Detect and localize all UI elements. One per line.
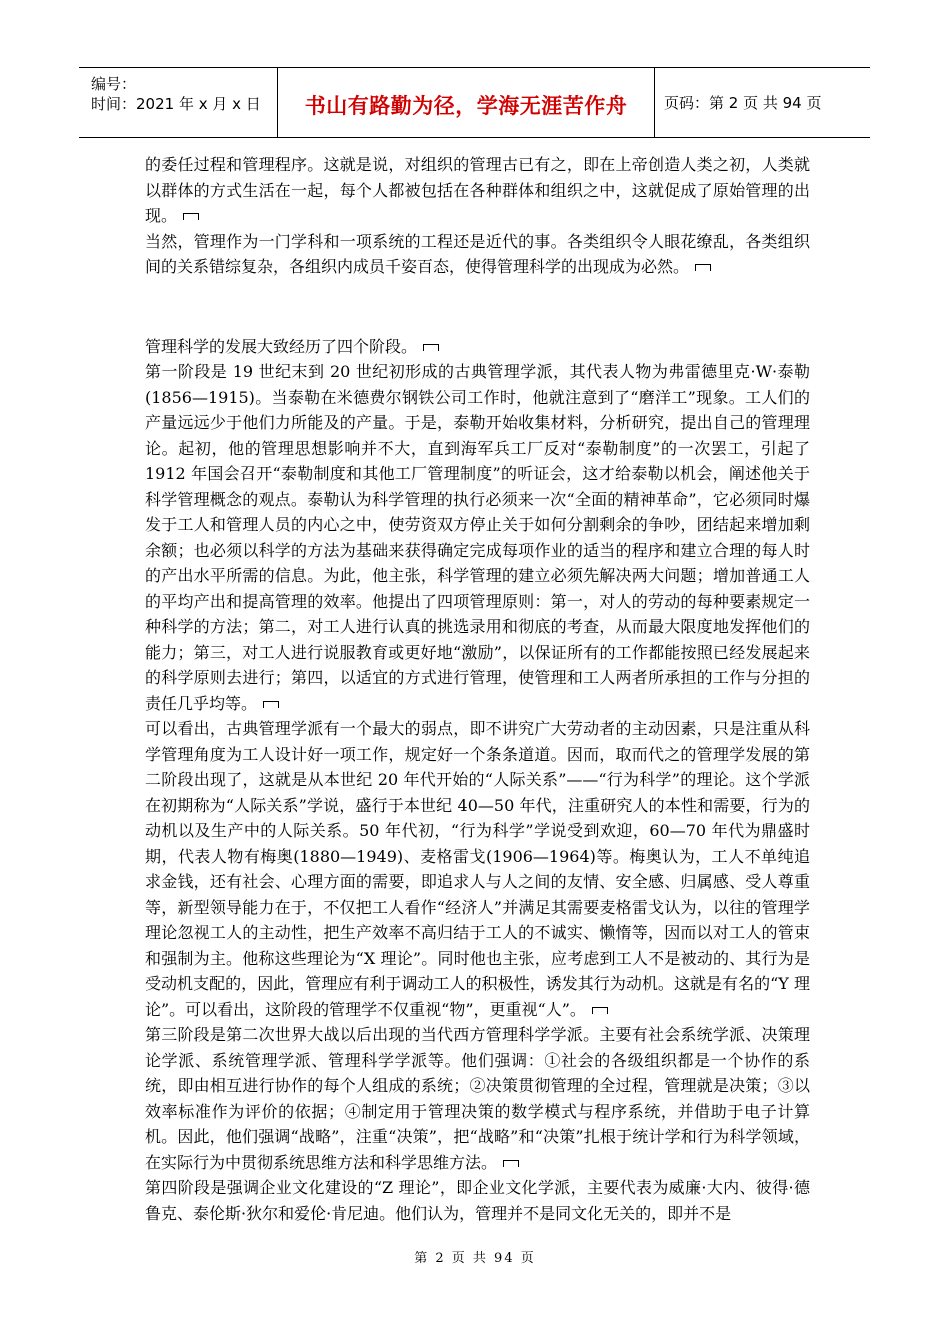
paragraph — [145, 229, 810, 280]
paragraph-text: 可以看出，古典管理学派有一个最大的弱点，即不讲究广大劳动者的主动因素，只是注重从科学管理角度为工人设计好一项工作，规定好一个条条道道。因而，取而代之的管理学发展的第二阶段出现了，这就是从本世纪 20 年代开始的“人际关系”——“行为科学”的理论。这个学派在初期称为“人际关系”学说，盛行于本世纪 40—50 年代，注重研究人的本性和需要，行为的动机以及生产中的人际关系。50 年代初，“行为科学”学说受到欢迎，60—70 年代为鼎盛时期，代表人物有梅奥(1880—1949)、麦格雷戈(1906—1964)等。梅奥认为，工人不单纯追求金钱，还有社会、心理方面的需要，即追求人与人之间的友情、安全感、归属感、受人尊重等，新型领导能力在于，不仅把工人看作“经济人”并满足其需要麦格雷戈认为，以往的管理学理论忽视工人的主动性，把生产效率不高归结于工人的不诚实、懒惰等，因而以对工人的管束和强制为主。他称这些理论为“X 理论”。同时他也主张，应考虑到工人不是被动的、其行为是受动机支配的，因此，管理应有利于调动工人的积极性，诱发其行为动机。这就是有名的“Y 理论”。可以看出，这阶段的管理学不仅重视“物”，更重视“人”。 — [145, 719, 810, 1019]
paragraph-text: 第一阶段是 19 世纪末到 20 世纪初形成的古典管理学派，其代表人物为弗雷德里克·W·泰勒(1856—1915)。当泰勒在米德费尔钢铁公司工作时，他就注意到了“磨洋工”现象。工人们的产量远远少于他们力所能及的产量。于是，泰勒开始收集材料，分析研究，提出自己的管理理论。起初，他的管理思想影响并不大，直到海军兵工厂反对“泰勒制度”的一次罢工，引起了 1912 年国会召开“泰勒制度和其他工厂管理制度”的听证会，这才给泰勒以机会，阐述他关于科学管理概念的观点。泰勒认为科学管理的执行必须来一次“全面的精神革命”，它必须同时爆发于工人和管理人员的内心之中，使劳资双方停止关于如何分割剩余的争吵，团结起来增加剩余额；也必须以科学的方法为基础来获得确定完成每项作业的适当的程序和建立合理的每人时的产出水平所需的信息。为此，他主张，科学管理的建立必须先解决两大问题；增加普通工人的平均产出和提高管理的效率。他提出了四项管理原则：第一，对人的劳动的每种要素规定一种科学的方法；第二，对工人进行认真的挑选录用和彻底的考查，从而最大限度地发挥他们的能力；第三，对工人进行说服教育或更好地“激励”，以保证所有的工作都能按照已经发展起来的科学原则去进行；第四，以适宜的方式进行管理，使管理和工人两者所承担的工作与分担的责任几乎均等。 — [145, 362, 810, 713]
paragraph-mark-icon — [423, 344, 439, 351]
paragraph — [145, 716, 810, 1022]
paragraph-mark-icon — [263, 701, 279, 708]
paragraph-mark-icon — [695, 264, 711, 271]
paragraph-text: 当然，管理作为一门学科和一项系统的工程还是近代的事。各类组织令人眼花缭乱，各类组织间的关系错综复杂，各组织内成员千姿百态，使得管理科学的出现成为必然。 — [145, 231, 810, 276]
paragraph-text: 第四阶段是强调企业文化建设的“Z 理论”，即企业文化学派，主要代表为威廉·大内、彼得·德鲁克、泰伦斯·狄尔和爱伦·肯尼迪。他们认为，管理并不是同文化无关的，即并不是 — [145, 1178, 810, 1223]
document-body — [145, 152, 810, 1226]
page-footer: 第 2 页 共 94 页 — [414, 1251, 536, 1266]
time-label: 时间：2021 年 x 月 x 日 — [91, 95, 261, 113]
paragraph-mark-icon — [592, 1007, 608, 1014]
paragraph — [145, 359, 810, 716]
code-label: 编号： — [91, 75, 137, 93]
header-page-label: 页码：第 2 页 共 94 页 — [664, 94, 822, 112]
paragraph-mark-icon — [183, 213, 199, 220]
paragraph — [145, 334, 810, 360]
paragraph-mark-icon — [503, 1160, 519, 1167]
paragraph-text: 的委任过程和管理程序。这就是说，对组织的管理古已有之，即在上帝创造人类之初，人类就以群体的方式生活在一起，每个人都被包括在各种群体和组织之中，这就促成了原始管理的出现。 — [145, 155, 810, 225]
paragraph — [145, 1175, 810, 1226]
header-motto: 书山有路勤为径，学海无涯苦作舟 — [278, 68, 655, 137]
paragraph-text: 管理科学的发展大致经历了四个阶段。 — [145, 336, 418, 356]
paragraph — [145, 152, 810, 229]
paragraph — [145, 1022, 810, 1175]
paragraph-text: 第三阶段是第二次世界大战以后出现的当代西方管理科学学派。主要有社会系统学派、决策理论学派、系统管理学派、管理科学学派等。他们强调：①社会的各级组织都是一个协作的系统，即由相互进行协作的每个人组成的系统；②决策贯彻管理的全过程，管理就是决策；③以效率标准作为评价的依据；④制定用于管理决策的数学模式与程序系统，并借助于电子计算机。因此，他们强调“战略”，注重“决策”，把“战略”和“决策”扎根于统计学和行为科学领域，在实际行为中贯彻系统思维方法和科学思维方法。 — [145, 1025, 810, 1172]
header-meta — [79, 68, 278, 137]
page-header — [79, 67, 870, 138]
